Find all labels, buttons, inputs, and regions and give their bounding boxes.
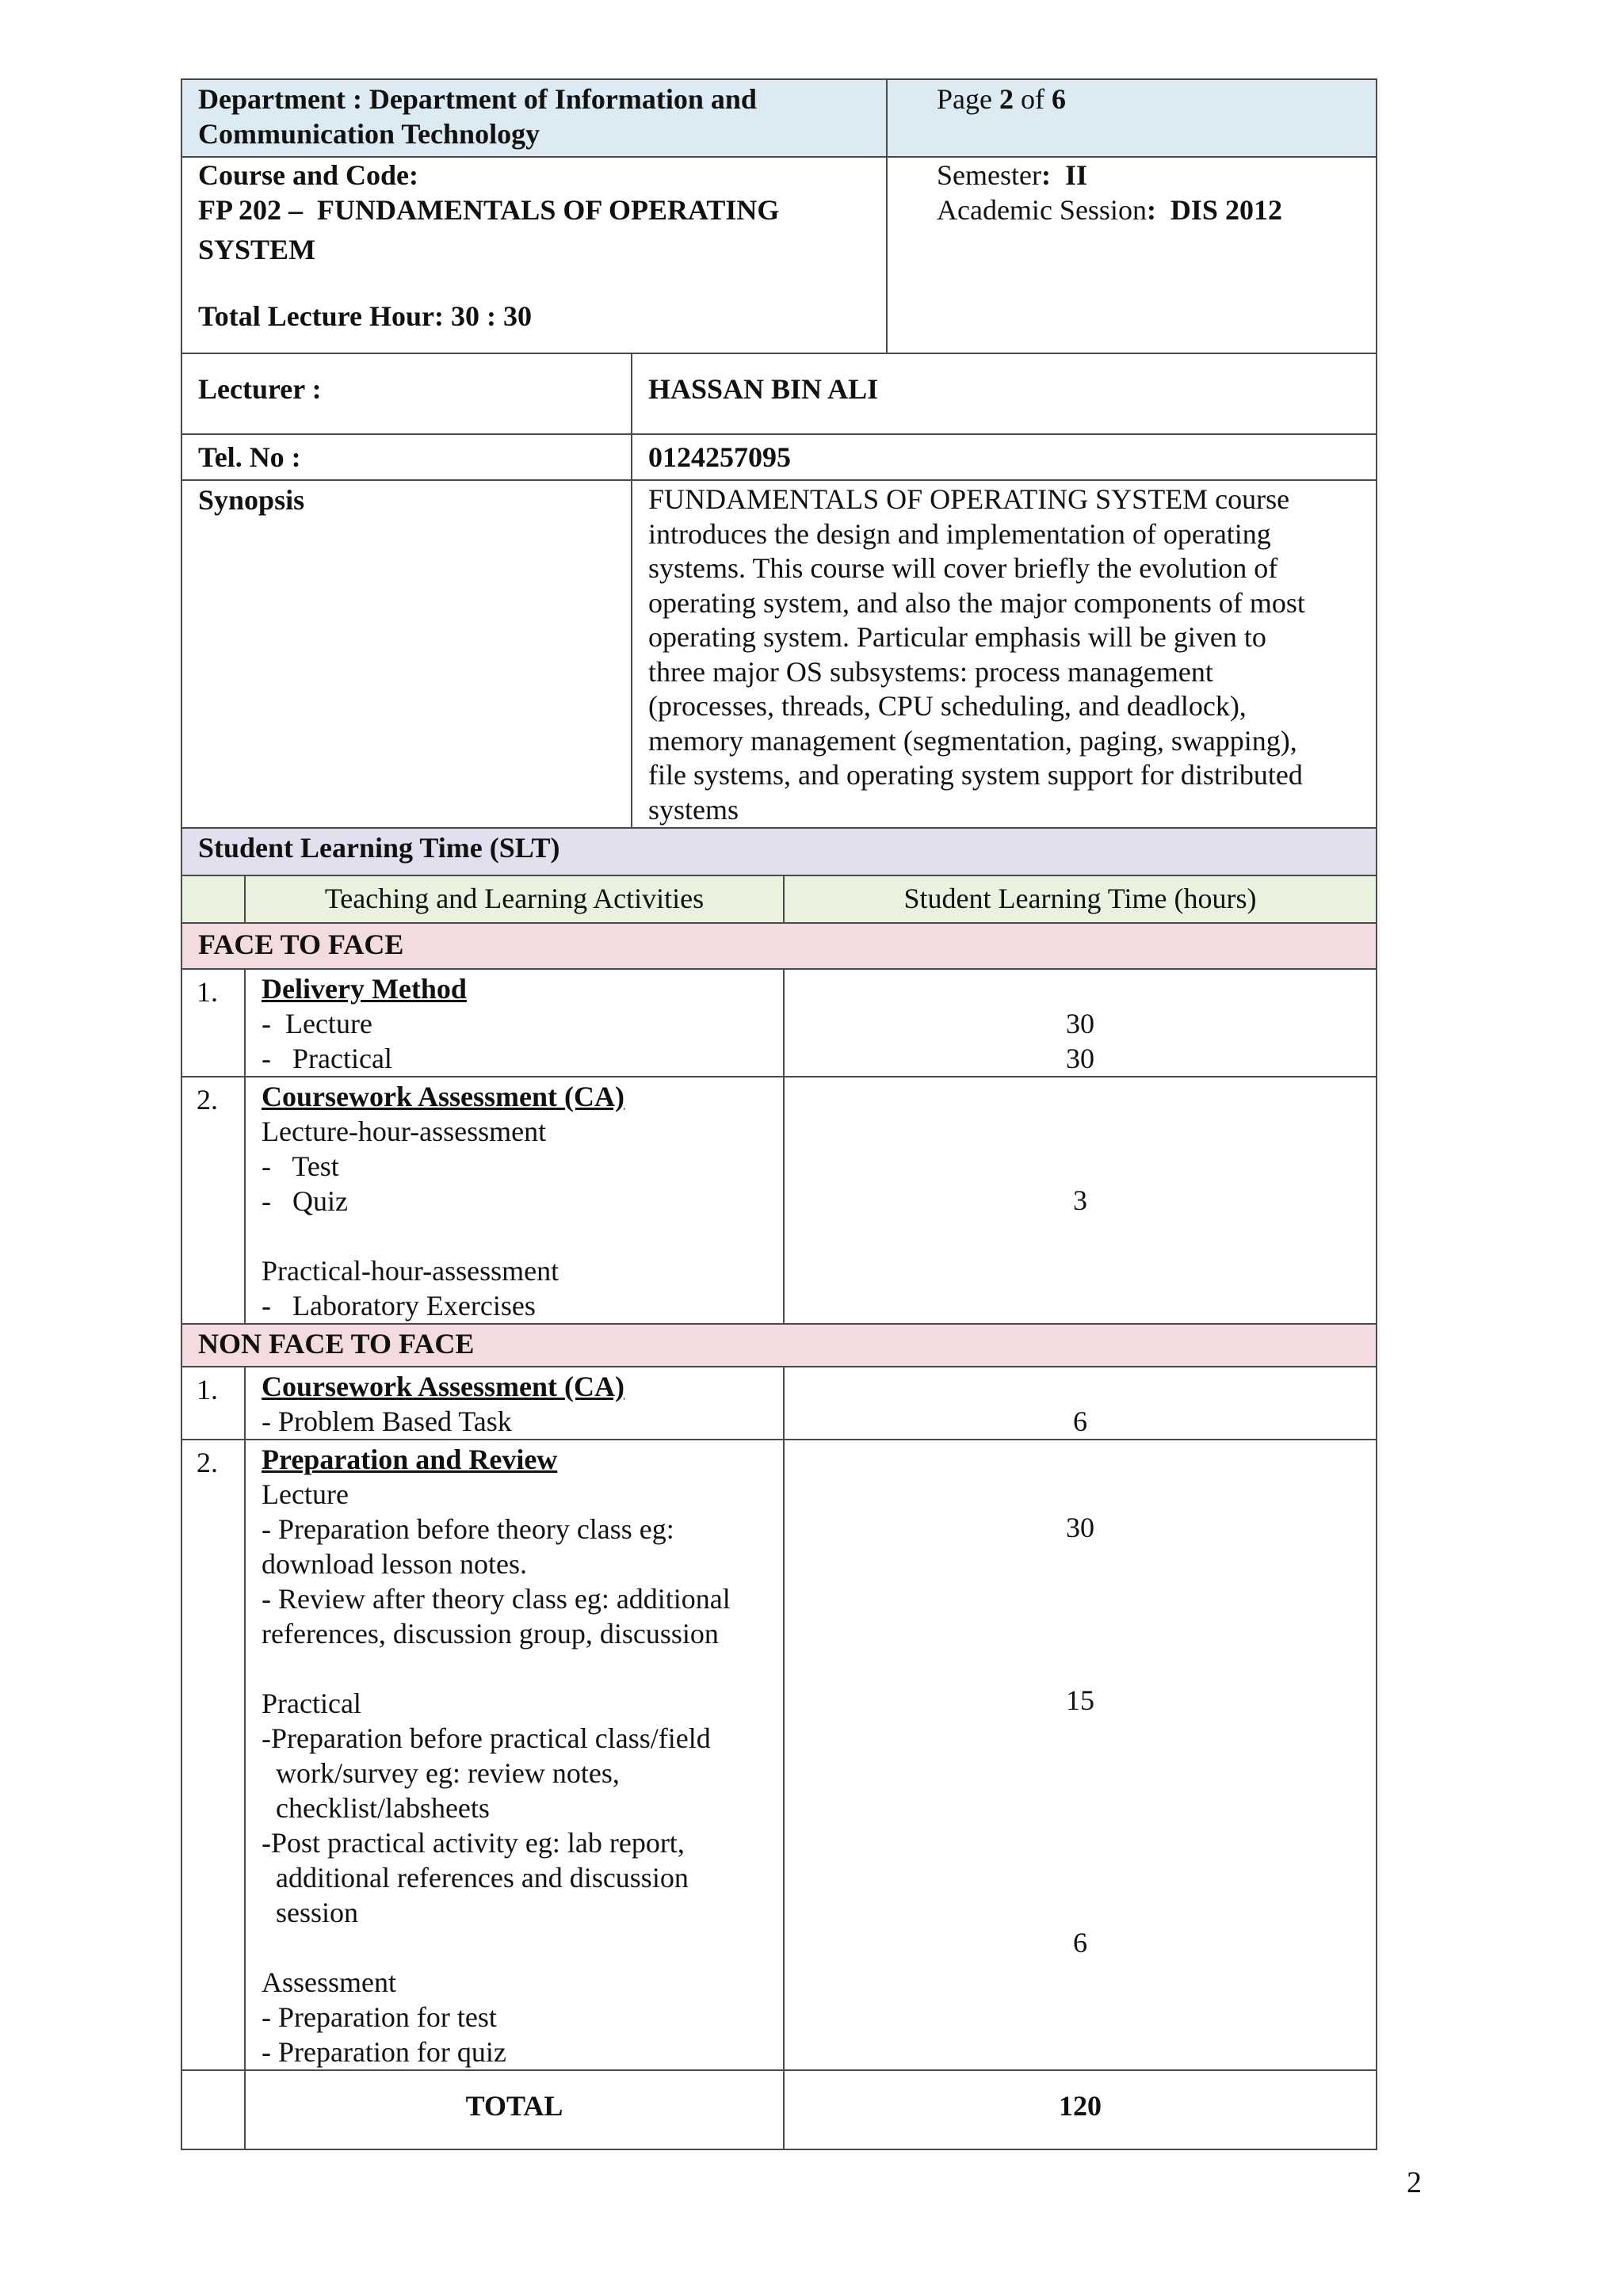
face-to-face-header: FACE TO FACE (181, 923, 1377, 969)
row-number: 2. (181, 1440, 245, 2070)
total-label: TOTAL (245, 2070, 784, 2149)
hours-cell: 30 30 (784, 969, 1377, 1077)
slt-title: Student Learning Time (SLT) (181, 828, 1377, 875)
tel-label: Tel. No : (181, 434, 632, 480)
department-text: Department : Department of Information and Communication Technology (198, 83, 757, 150)
semester-cell (887, 157, 1377, 353)
page-indicator: Page 2 of 6 (887, 79, 1377, 157)
table-row (181, 1077, 1377, 1324)
lecturer-table (181, 353, 1377, 829)
course-label: Course and Code: (198, 159, 419, 191)
synopsis-text: FUNDAMENTALS OF OPERATING SYSTEM course introduces the design and implementation of operating systems. This course will cover briefly the evolution of operating system, and also the major components of most operating system. Particular emphasis will be given to three major OS subsystems: process management (processes, threads, CPU scheduling, and deadlock), memory management (segmentation, paging, swapping), file systems, and operating system support for distributed systems (632, 480, 1377, 828)
activity-cell: Coursework Assessment (CA) Lecture-hour-assessment - Test - Quiz Practical-hour-assessment - Laboratory Exercises (245, 1077, 784, 1324)
table-row (181, 1367, 1377, 1440)
activity-cell: Preparation and Review Lecture - Preparation before theory class eg: download lesson notes. - Review after theory class eg: additional references, discussion group, discussion Practical -Preparation before practical class/field work/survey eg: review notes, checklist/labsheets -Post practical activity eg: lab report, additional references and discussion session Assessment - Preparation for test - Preparation for quiz (245, 1440, 784, 2070)
col-hours: Student Learning Time (hours) (784, 875, 1377, 923)
department-cell (181, 79, 887, 157)
course-cell (181, 157, 887, 353)
activity-cell: Coursework Assessment (CA) - Problem Based Task (245, 1367, 784, 1440)
course-name-2: SYSTEM (198, 234, 316, 265)
slt-table (181, 827, 1377, 2150)
total-blank (181, 2070, 245, 2149)
activity-cell: Delivery Method - Lecture - Practical (245, 969, 784, 1077)
hours-cell: 6 (784, 1367, 1377, 1440)
course-plan-page (181, 78, 1376, 2150)
lecturer-label: Lecturer : (181, 353, 632, 434)
total-row (181, 2070, 1377, 2149)
page-number: 2 (1407, 2166, 1422, 2199)
tel-value: 0124257095 (632, 434, 1377, 480)
total-lecture-hour: Total Lecture Hour: 30 : 30 (198, 300, 532, 332)
slt-header-blank (181, 875, 245, 923)
col-activities: Teaching and Learning Activities (245, 875, 784, 923)
lecturer-name: HASSAN BIN ALI (632, 353, 1377, 434)
hours-cell: 30 15 6 (784, 1440, 1377, 2070)
non-face-to-face-header: NON FACE TO FACE (181, 1324, 1377, 1367)
row-number: 1. (181, 969, 245, 1077)
table-row (181, 1440, 1377, 2070)
synopsis-label: Synopsis (181, 480, 632, 828)
semester: Semester: II (937, 159, 1087, 191)
academic-session: Academic Session: DIS 2012 (937, 194, 1282, 226)
hours-cell: 3 (784, 1077, 1377, 1324)
row-number: 1. (181, 1367, 245, 1440)
total-value: 120 (784, 2070, 1377, 2149)
course-name: FP 202 – FUNDAMENTALS OF OPERATING (198, 194, 780, 226)
header-table (181, 78, 1377, 354)
table-row (181, 969, 1377, 1077)
row-number: 2. (181, 1077, 245, 1324)
